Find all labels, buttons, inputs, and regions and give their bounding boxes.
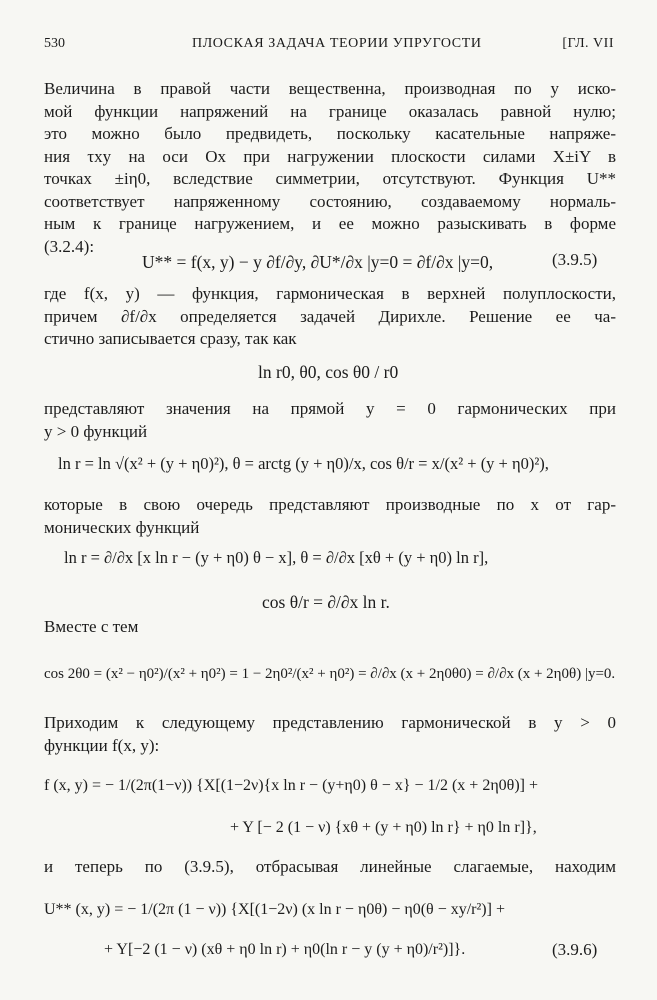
chapter-label: [ГЛ. VII — [562, 36, 614, 51]
equation-f-line-2: + Y [− 2 (1 − ν) {xθ + (y + η0) ln r} + η0 ln r]}, — [230, 819, 537, 836]
text-line: это можно было предвидеть, поскольку касательные напряже- — [44, 124, 616, 143]
text-line: стично записывается сразу, так как — [44, 329, 297, 348]
equation-derivatives-1: ln r = ∂/∂x [x ln r − (y + η0) θ − x], θ = ∂/∂x [xθ + (y + η0) ln r], — [64, 548, 489, 567]
running-title: ПЛОСКАЯ ЗАДАЧА ТЕОРИИ УПРУГОСТИ — [192, 36, 482, 51]
text-line: монических функций — [44, 517, 200, 537]
text-line: Вместе с тем — [44, 617, 139, 636]
text-line: представляют значения на прямой y = 0 гармонических при — [44, 399, 616, 418]
text-line: функции f(x, y): — [44, 735, 160, 755]
text-line: точках ±iη0, вследствие симметрии, отсутствуют. Функция U** — [44, 169, 616, 188]
equation-boundary-values: ln r0, θ0, cos θ0 / r0 — [258, 362, 399, 382]
text-line: причем ∂f/∂x определяется задачей Дирихле. Решение ее ча- — [44, 306, 616, 326]
text-line: и теперь по (3.9.5), отбрасывая линейные слагаемые, находим — [44, 857, 616, 876]
text-line: Приходим к следующему представлению гармонической в y > 0 — [44, 713, 616, 732]
running-header — [44, 36, 614, 56]
text-line: которые в свою очередь представляют производные по x от гар- — [44, 495, 616, 514]
text-line: ным к границе нагружением, и ее можно разыскивать в форме — [44, 214, 616, 233]
paragraph-2 — [44, 283, 616, 351]
equation-number-3-9-5: (3.9.5) — [552, 250, 598, 269]
equation-3-9-6-line-2: + Y[−2 (1 − ν) (xθ + η0 ln r) + η0(ln r − y (y + η0)/r²)]}. — [104, 941, 466, 958]
equation-f-line-1: f (x, y) = − 1/(2π(1−ν)) {X[(1−2ν){x ln r − (y+η0) θ − x} − 1/2 (x + 2η0θ)] + — [44, 777, 539, 794]
text-line: (3.2.4): — [44, 236, 95, 256]
equation-3-9-6-line-1: U** (x, y) = − 1/(2π (1 − ν)) {X[(1−2ν) (x ln r − η0θ) − η0(θ − xy/r²)] + — [44, 901, 505, 918]
paragraph-1 — [44, 78, 616, 258]
paragraph-4 — [44, 494, 616, 539]
equation-harmonic-functions: ln r = ln √(x² + (y + η0)²), θ = arctg (y + η0)/x, cos θ/r = x/(x² + (y + η0)²), — [58, 454, 549, 473]
equation-3-9-5: U** = f(x, y) − y ∂f/∂y, ∂U*/∂x |y=0 = ∂f/∂x |y=0, — [142, 252, 494, 272]
paragraph-6 — [44, 712, 616, 757]
page-number: 530 — [44, 36, 65, 51]
text-line: соответствует напряженному состоянию, создаваемому нормаль- — [44, 191, 616, 211]
paragraph-7 — [44, 856, 616, 879]
paragraph-5 — [44, 616, 616, 639]
equation-cos-2theta: cos 2θ0 = (x² − η0²)/(x² + η0²) = 1 − 2η0²/(x² + η0²) = ∂/∂x (x + 2η0θ0) = ∂/∂x (x + 2η0θ) |y=0. — [44, 666, 616, 682]
text-line: где f(x, y) — функция, гармоническая в верхней полуплоскости, — [44, 284, 616, 303]
equation-derivatives-2: cos θ/r = ∂/∂x ln r. — [262, 592, 390, 612]
text-line: y > 0 функций — [44, 421, 148, 441]
text-line: Величина в правой части вещественна, производная по y иско- — [44, 79, 616, 98]
equation-number-3-9-6: (3.9.6) — [552, 940, 598, 959]
text-line: ния τxy на оси Ox при нагружении плоскости силами X±iY в — [44, 146, 616, 166]
text-line: мой функции напряжений на границе оказалась равной нулю; — [44, 101, 616, 121]
paragraph-3 — [44, 398, 616, 443]
